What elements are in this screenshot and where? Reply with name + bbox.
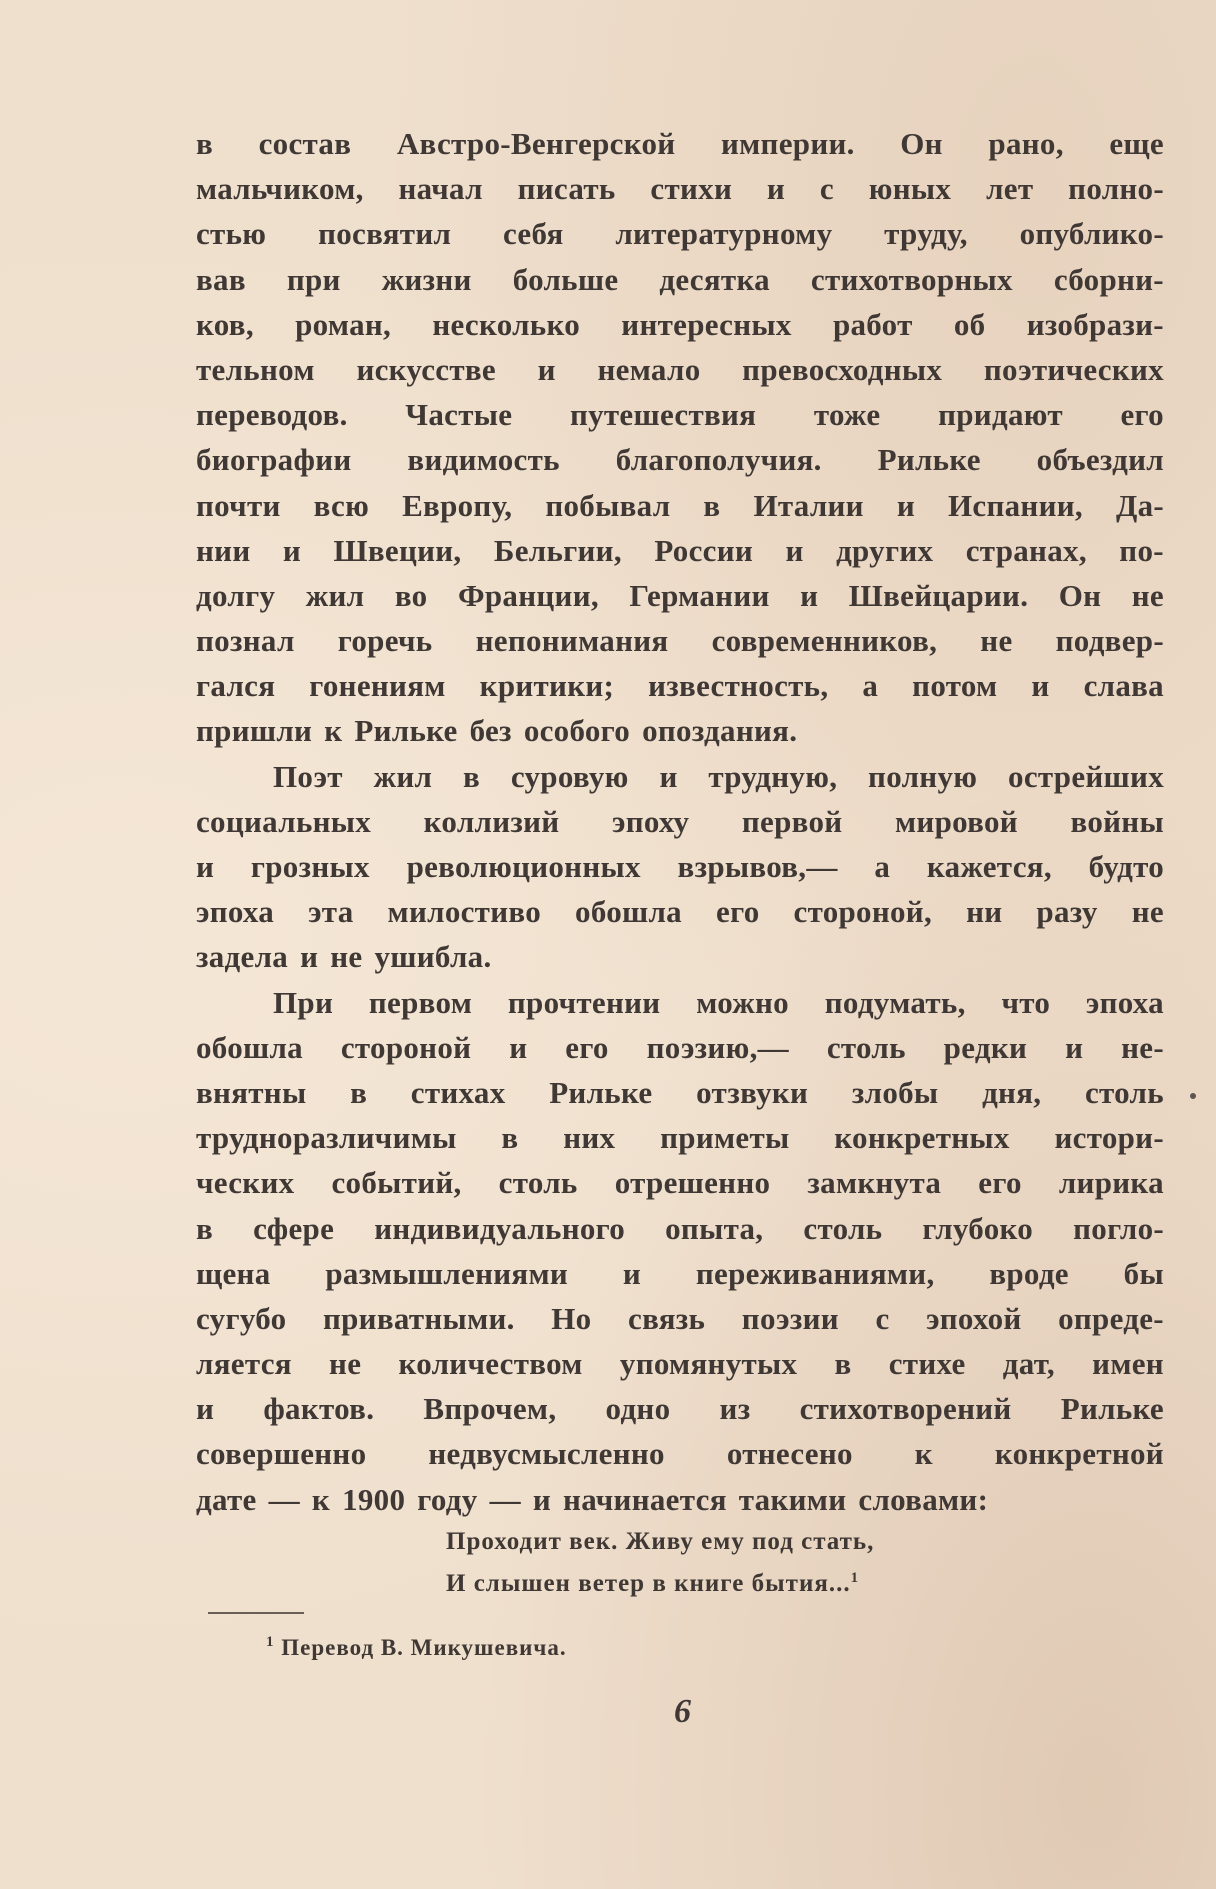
word: приметы [660, 1120, 790, 1156]
word: в [501, 1120, 519, 1156]
word: Рильке [1060, 1391, 1164, 1427]
word: без [469, 713, 512, 749]
word: Рильке [549, 1074, 653, 1110]
word: не [329, 1346, 362, 1382]
word: глубоко [922, 1210, 1034, 1246]
text-line [196, 754, 1164, 799]
word: Он [1058, 577, 1102, 613]
word: сугубо [196, 1300, 287, 1336]
word: Но [551, 1300, 592, 1336]
word: писать [517, 171, 616, 207]
word: эпоха [196, 894, 275, 930]
word: опреде- [1058, 1300, 1164, 1336]
word: Германии [629, 577, 770, 613]
footnote-reference: 1 [850, 1570, 860, 1586]
word: из [719, 1391, 751, 1427]
word: полно- [1068, 171, 1164, 207]
word: подумать, [824, 984, 966, 1020]
text-line [196, 1477, 1164, 1522]
word: и [282, 532, 302, 568]
text-line [196, 392, 1164, 437]
word: несколько [432, 306, 581, 342]
word: Впрочем, [423, 1391, 557, 1427]
word: ушибла. [374, 939, 492, 975]
word: отрешенно [614, 1165, 771, 1201]
word: одно [605, 1391, 671, 1427]
word: столь [1084, 1074, 1164, 1110]
word: кажется, [926, 849, 1052, 884]
word: ческих [196, 1165, 295, 1201]
word: поэтических [983, 351, 1164, 387]
word: столь [803, 1210, 883, 1246]
text-line [196, 1296, 1164, 1341]
word: объездил [1036, 442, 1164, 478]
text-line [196, 1251, 1164, 1296]
word: истори- [1054, 1120, 1164, 1156]
word: обошла [196, 1029, 303, 1065]
word: недвусмысленно [428, 1436, 665, 1472]
word: его [1120, 397, 1164, 433]
word: переживаниями, [695, 1255, 935, 1291]
word: десятка [659, 261, 770, 297]
text-line [196, 934, 1164, 979]
word: себя [502, 216, 564, 252]
word: России [654, 532, 754, 568]
word: а [874, 849, 891, 884]
word: Поэт [273, 758, 343, 794]
word: эпоха [1085, 984, 1164, 1020]
page-number: 6 [674, 1693, 691, 1730]
word: к [311, 1481, 331, 1517]
word: империи. [720, 126, 855, 161]
word: его [716, 894, 760, 930]
word: прочтении [507, 984, 661, 1020]
word: критики; [479, 668, 615, 704]
word: известность, [648, 668, 829, 704]
word: индивидуального [374, 1210, 626, 1246]
word: с [819, 171, 834, 207]
word: ни [966, 894, 1003, 930]
text-line [196, 618, 1164, 663]
word: начинается [563, 1481, 727, 1517]
word: и [1031, 668, 1050, 704]
word: других [836, 532, 934, 568]
word: переводов. [196, 397, 348, 433]
word: замкнута [807, 1165, 942, 1201]
word: еще [1109, 126, 1164, 161]
word: не- [1121, 1029, 1164, 1065]
word: эпохой [926, 1300, 1022, 1336]
word: немало [597, 351, 701, 387]
word: потом [912, 668, 998, 704]
word: мальчиком, [196, 171, 364, 207]
word: опыта, [665, 1210, 764, 1246]
word: сфере [253, 1210, 335, 1246]
word: злобы [851, 1074, 939, 1110]
word: и [896, 487, 915, 523]
word: поэзии [741, 1300, 839, 1336]
word: ляется [196, 1346, 292, 1382]
word: лет [986, 171, 1034, 207]
text-line [196, 257, 1164, 302]
text-line [196, 663, 1164, 708]
text-line [196, 437, 1164, 482]
verse-line: Проходит век. Живу ему под стать, [446, 1528, 875, 1555]
word: не [1131, 894, 1164, 930]
word: превосходных [742, 351, 943, 387]
text-line [196, 799, 1164, 844]
word: и [196, 849, 215, 884]
word: не [1131, 577, 1164, 613]
word: интересных [621, 306, 792, 342]
word: лирика [1058, 1165, 1164, 1201]
text-line [196, 980, 1164, 1025]
word: с [875, 1300, 890, 1336]
word: столь [826, 1029, 906, 1065]
footnote-divider [208, 1612, 304, 1614]
word: и [537, 351, 556, 387]
word: суровую [510, 758, 629, 794]
word: полную [868, 758, 978, 794]
word: острейших [1008, 758, 1164, 794]
word: трудноразличимы [196, 1120, 457, 1156]
word: во [394, 577, 428, 613]
word: милостиво [387, 894, 541, 930]
word: трудную, [708, 758, 838, 794]
text-line [196, 483, 1164, 528]
body-text [196, 121, 1164, 1522]
word: связь [628, 1300, 706, 1336]
word: стихах [410, 1074, 506, 1110]
word: эпоху [612, 803, 690, 839]
word: его [978, 1165, 1022, 1201]
word: в [196, 126, 214, 161]
word: начал [398, 171, 483, 207]
word: по- [1119, 532, 1164, 568]
text-line [196, 1431, 1164, 1476]
word: редки [943, 1029, 1028, 1065]
word: познал [196, 623, 295, 659]
word: вроде [989, 1255, 1069, 1291]
word: Да- [1115, 487, 1164, 523]
word: дня, [982, 1074, 1042, 1110]
word: к [914, 1436, 933, 1472]
word: состав [258, 126, 352, 161]
word: Он [900, 126, 943, 161]
word: обошла [575, 894, 682, 930]
word: а [862, 668, 879, 704]
word: и [800, 577, 819, 613]
word: благополучия. [615, 442, 822, 478]
word: них [563, 1120, 616, 1156]
word: слава [1083, 668, 1164, 704]
word: конкретной [994, 1436, 1164, 1472]
word: Австро-Венгерской [396, 126, 676, 161]
text-line [196, 121, 1164, 166]
footnote-text: Перевод В. Микушевича. [281, 1635, 567, 1660]
word: долгу [196, 577, 276, 613]
word: и [622, 1255, 642, 1291]
word: Швеции, [333, 532, 462, 568]
word: Частые [405, 397, 513, 433]
word: видимость [407, 442, 560, 478]
word: жил [373, 758, 433, 794]
word: придают [938, 397, 1063, 433]
text-line [196, 302, 1164, 347]
word: внятны [196, 1074, 307, 1110]
word: упомянутых [619, 1346, 798, 1382]
word: Европу, [402, 487, 513, 523]
word: труду, [884, 216, 968, 252]
word: не [330, 939, 363, 975]
word: войны [1070, 803, 1164, 839]
word: эта [308, 894, 354, 930]
word: социальных [196, 803, 372, 839]
word: к [324, 713, 343, 749]
word: и [766, 171, 786, 207]
word: стихи [650, 171, 733, 207]
word: Швейцарии. [848, 577, 1029, 613]
word: разу [1036, 894, 1098, 930]
word: задела [196, 939, 289, 975]
word: в [350, 1074, 368, 1110]
text-line [196, 708, 1164, 753]
word: дат, [1002, 1346, 1055, 1382]
text-line [196, 889, 1164, 934]
verse-quote [446, 1524, 1046, 1596]
word: такими [738, 1481, 847, 1517]
word: и [196, 1391, 215, 1427]
word: непонимания [475, 623, 669, 659]
word: гался [196, 668, 276, 704]
word: жил [305, 577, 365, 613]
text-line [196, 1206, 1164, 1251]
word: отнесено [726, 1436, 853, 1472]
word: тоже [813, 397, 881, 433]
word: и [785, 532, 804, 568]
text-line [196, 528, 1164, 573]
word: Франции, [457, 577, 599, 613]
word: опублико- [1019, 216, 1164, 252]
word: опоздания. [642, 713, 798, 749]
word: стихе [888, 1346, 966, 1382]
word: количеством [398, 1346, 583, 1382]
text-line [196, 1160, 1164, 1205]
word: фактов. [263, 1391, 375, 1427]
word: взрывов,— [677, 849, 838, 884]
word: и [532, 1481, 552, 1517]
text-line [196, 1070, 1164, 1115]
word: что [1001, 984, 1051, 1020]
word: путешествия [569, 397, 757, 433]
text-line [196, 573, 1164, 618]
text-line [196, 844, 1164, 889]
word: первой [741, 803, 843, 839]
word: искусстве [356, 351, 496, 387]
word: щена [196, 1255, 271, 1291]
word: жизни [381, 261, 472, 297]
word: совершенно [196, 1436, 367, 1472]
word: литературному [615, 216, 833, 252]
word: стью [196, 216, 267, 252]
word: будто [1088, 849, 1164, 884]
word: посвятил [318, 216, 452, 252]
word: в [196, 1210, 214, 1246]
word: первом [368, 984, 473, 1020]
word: погло- [1073, 1210, 1164, 1246]
word: дате [196, 1481, 257, 1517]
word: стороной [340, 1029, 472, 1065]
word: побывал [545, 487, 671, 523]
word: стихотворных [810, 261, 1013, 297]
word: Испании, [947, 487, 1083, 523]
word: биографии [196, 442, 352, 478]
word: подвер- [1055, 623, 1164, 659]
word: современников, [711, 623, 938, 659]
word: больше [512, 261, 619, 297]
word: и [300, 939, 319, 975]
word: размышлениями [325, 1255, 569, 1291]
word: — [489, 1481, 521, 1517]
word: стороной, [793, 894, 933, 930]
word: При [273, 984, 334, 1020]
word: и [1065, 1029, 1084, 1065]
word: рано, [988, 126, 1064, 161]
verse-line: И слышен ветер в книге бытия...$^1$ [446, 1570, 860, 1597]
word: странах, [965, 532, 1087, 568]
word: в [834, 1346, 852, 1382]
text-line [196, 1115, 1164, 1160]
word: тельном [196, 351, 315, 387]
word: бы [1123, 1255, 1164, 1291]
word: роман, [295, 306, 392, 342]
word: пришли [196, 713, 313, 749]
word: работ [832, 306, 913, 342]
word: изобрази- [1026, 306, 1164, 342]
word: можно [696, 984, 789, 1020]
word: ков, [196, 306, 254, 342]
word: и [659, 758, 678, 794]
word: имен [1092, 1346, 1164, 1382]
footnote [266, 1624, 567, 1666]
word: нии [196, 532, 251, 568]
word: юных [868, 171, 952, 207]
word: в [463, 758, 481, 794]
word: вав [196, 261, 246, 297]
word: Рильке [877, 442, 981, 478]
word: революционных [406, 849, 641, 884]
word: Бельгии, [493, 532, 622, 568]
word: коллизий [423, 803, 560, 839]
word: приватными. [322, 1300, 515, 1336]
word: грозных [250, 849, 370, 884]
text-line [196, 211, 1164, 256]
word: в [703, 487, 721, 523]
word: конкретных [834, 1120, 1010, 1156]
word: при [286, 261, 341, 297]
footnote-mark: 1 [266, 1634, 275, 1650]
word: словами: [858, 1481, 989, 1517]
word: особого [523, 713, 631, 749]
word: и [509, 1029, 528, 1065]
text-line [196, 166, 1164, 211]
text-line [196, 1386, 1164, 1431]
word: всю [313, 487, 370, 523]
print-speck [1190, 1093, 1196, 1099]
text-line [196, 1025, 1164, 1070]
word: стихотворений [799, 1391, 1012, 1427]
word: столь [498, 1165, 578, 1201]
word: почти [196, 487, 281, 523]
text-line [196, 1341, 1164, 1386]
word: Рильке [354, 713, 458, 749]
word: мировой [895, 803, 1018, 839]
word: не [980, 623, 1013, 659]
word: поэзию,— [646, 1029, 789, 1065]
word: гонениям [309, 668, 446, 704]
word: Италии [753, 487, 864, 523]
word: — [268, 1481, 300, 1517]
word: отзвуки [696, 1074, 809, 1110]
text-line [196, 347, 1164, 392]
word: горечь [337, 623, 433, 659]
word: 1900 [342, 1481, 406, 1517]
word: об [953, 306, 986, 342]
word: году [417, 1481, 478, 1517]
word: сборни- [1053, 261, 1164, 297]
word: его [565, 1029, 609, 1065]
word: событий, [331, 1165, 462, 1201]
